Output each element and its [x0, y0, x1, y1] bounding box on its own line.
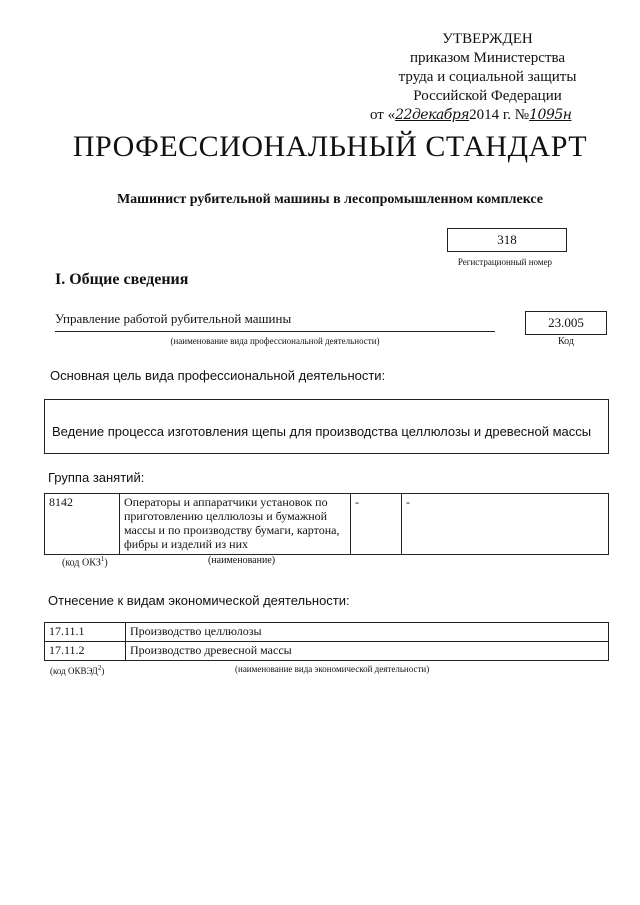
goal-text: Ведение процесса изготовления щепы для производства целлюлозы и древесной массы — [52, 424, 592, 439]
activity-name: Управление работой рубительной машины — [55, 311, 292, 326]
table-row — [45, 642, 609, 661]
econ-label: Отнесение к видам экономической деятельности: — [48, 593, 350, 608]
code-caption: Код — [558, 336, 574, 347]
okved-code: 17.11.1 — [45, 623, 126, 642]
date-day: 22 — [395, 107, 412, 123]
approval-line: труда и социальной защиты — [398, 69, 577, 85]
okz-code-2: - — [351, 494, 402, 555]
table-row — [45, 623, 609, 642]
date-month: декабря — [411, 107, 470, 123]
section-heading: I. Общие сведения — [55, 271, 189, 288]
date-prefix: от « — [370, 107, 396, 123]
table-row — [45, 494, 609, 555]
approval-line: Российской Федерации — [413, 88, 562, 104]
registration-number: 318 — [447, 228, 567, 252]
occupation-table — [44, 493, 609, 555]
okved-caption: (код ОКВЭД$^2$) — [50, 664, 105, 676]
okz-code: 8142 — [45, 494, 120, 555]
activity-code: 23.005 — [525, 311, 607, 335]
goal-label: Основная цель вида профессиональной деятельности: — [50, 368, 386, 383]
okved-name: Производство древесной массы — [126, 642, 609, 661]
approval-line: приказом Министерства — [409, 50, 566, 66]
econ-table — [44, 622, 609, 661]
document-title: ПРОФЕССИОНАЛЬНЫЙ СТАНДАРТ — [72, 130, 588, 163]
okz-name-2: - — [402, 494, 609, 555]
okved-name-caption: (наименование вида экономической деятельности) — [235, 664, 430, 674]
okz-name-caption: (наименование) — [208, 555, 276, 566]
activity-caption: (наименование вида профессиональной деятельности) — [170, 336, 380, 346]
group-label: Группа занятий: — [48, 470, 145, 485]
approval-date — [370, 106, 605, 125]
okz-name: Операторы и аппаратчики установок по приготовлению целлюлозы и бумажной массы и по производству бумаги, картона, фибры и изделий из них — [120, 494, 351, 555]
approval-stamp — [370, 30, 605, 125]
date-year: 2014 г. № — [469, 107, 530, 123]
registration-caption: Регистрационный номер — [457, 257, 553, 267]
okz-caption: (код ОКЗ$^1$) — [62, 555, 108, 569]
order-number: 1095н — [529, 107, 572, 123]
okved-name: Производство целлюлозы — [126, 623, 609, 642]
document-subtitle: Машинист рубительной машины в лесопромышленном комплексе — [116, 192, 544, 207]
okved-code: 17.11.2 — [45, 642, 126, 661]
approval-heading: УТВЕРЖДЕН — [442, 31, 533, 47]
activity-underline — [55, 331, 495, 332]
